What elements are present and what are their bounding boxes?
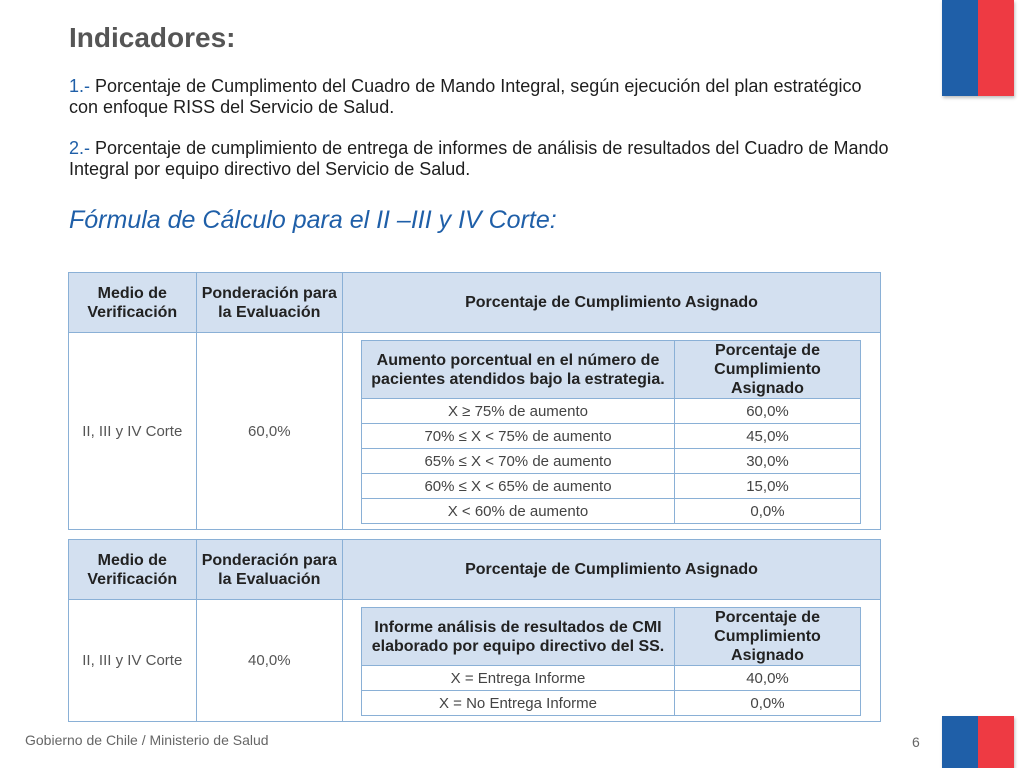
cell-ponderacion: 40,0% — [196, 600, 342, 722]
table-row — [362, 399, 861, 424]
table-row — [362, 449, 861, 474]
cell-inner-table — [343, 333, 881, 530]
inner-table — [361, 607, 861, 716]
inner-header-condition: Aumento porcentual en el número de pacientes atendidos bajo la estrategia. — [362, 341, 675, 399]
indicator-1 — [69, 76, 889, 118]
inner-table — [361, 340, 861, 524]
table-header-row — [69, 273, 881, 333]
row-condition: X ≥ 75% de aumento — [362, 399, 675, 424]
table-indicator-1 — [68, 272, 881, 530]
table-row — [362, 499, 861, 524]
inner-header-row — [362, 608, 861, 666]
cell-inner-table — [343, 600, 881, 722]
header-ponderacion: Ponderación para la Evaluación — [196, 540, 342, 600]
indicator-1-text: Porcentaje de Cumplimento del Cuadro de Mando Integral, según ejecución del plan estratégico con enfoque RISS del Servicio de Salud. — [69, 76, 862, 117]
slide-title: Indicadores: — [69, 22, 236, 53]
row-condition: 60% ≤ X < 65% de aumento — [362, 474, 675, 499]
inner-header-percentage: Porcentaje de Cumplimiento Asignado — [675, 608, 861, 666]
row-condition: X = No Entrega Informe — [362, 691, 675, 716]
row-condition: X = Entrega Informe — [362, 666, 675, 691]
table-row — [362, 691, 861, 716]
row-percentage: 0,0% — [675, 691, 861, 716]
header-medio: Medio de Verificación — [69, 540, 197, 600]
flag-red-stripe — [978, 0, 1014, 96]
indicator-2-text: Porcentaje de cumplimiento de entrega de informes de análisis de resultados del Cuadro de Mando Integral por equipo directivo del Servicio de Salud. — [69, 138, 889, 179]
formula-heading: Fórmula de Cálculo para el II –III y IV Corte: — [69, 206, 557, 234]
row-percentage: 30,0% — [675, 449, 861, 474]
cell-ponderacion: 60,0% — [196, 333, 342, 530]
flag-blue-stripe — [942, 0, 978, 96]
header-medio: Medio de Verificación — [69, 273, 197, 333]
row-percentage: 60,0% — [675, 399, 861, 424]
row-percentage: 15,0% — [675, 474, 861, 499]
table-header-row — [69, 540, 881, 600]
flag-logo-bottom — [942, 716, 1014, 768]
row-condition: 65% ≤ X < 70% de aumento — [362, 449, 675, 474]
table-indicator-2 — [68, 539, 881, 722]
header-porcentaje: Porcentaje de Cumplimiento Asignado — [343, 540, 881, 600]
table-row — [362, 474, 861, 499]
flag-blue-stripe — [942, 716, 978, 768]
table-row — [362, 424, 861, 449]
row-condition: 70% ≤ X < 75% de aumento — [362, 424, 675, 449]
table-body-row — [69, 333, 881, 530]
header-ponderacion: Ponderación para la Evaluación — [196, 273, 342, 333]
indicator-2-number: 2.- — [69, 138, 91, 158]
inner-header-percentage: Porcentaje de Cumplimiento Asignado — [675, 341, 861, 399]
cell-medio: II, III y IV Corte — [69, 333, 197, 530]
inner-header-condition: Informe análisis de resultados de CMI elaborado por equipo directivo del SS. — [362, 608, 675, 666]
row-condition: X < 60% de aumento — [362, 499, 675, 524]
row-percentage: 45,0% — [675, 424, 861, 449]
cell-medio: II, III y IV Corte — [69, 600, 197, 722]
table-body-row — [69, 600, 881, 722]
footer-text: Gobierno de Chile / Ministerio de Salud — [25, 732, 269, 748]
indicator-2 — [69, 138, 889, 180]
inner-header-row — [362, 341, 861, 399]
row-percentage: 40,0% — [675, 666, 861, 691]
flag-logo-top — [942, 0, 1014, 96]
table-row — [362, 666, 861, 691]
page-number: 6 — [912, 734, 920, 750]
header-porcentaje: Porcentaje de Cumplimiento Asignado — [343, 273, 881, 333]
row-percentage: 0,0% — [675, 499, 861, 524]
indicator-1-number: 1.- — [69, 76, 91, 96]
flag-red-stripe — [978, 716, 1014, 768]
